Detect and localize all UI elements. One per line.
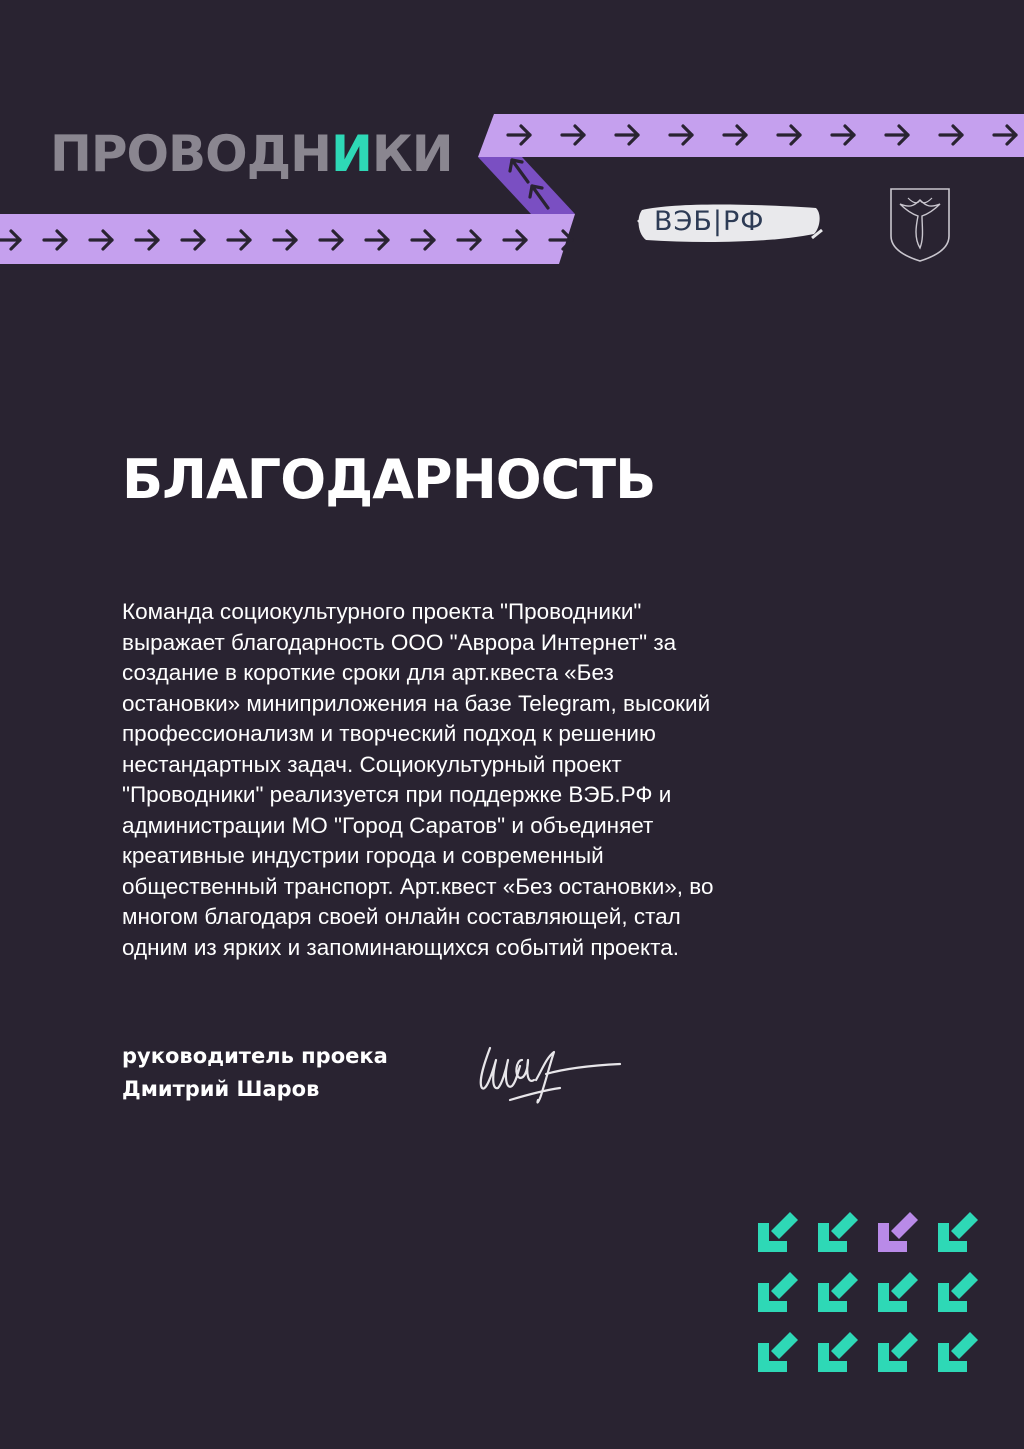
body-line: создание в короткие сроки для арт.квеста «Без (122, 660, 614, 685)
down-left-arrow-icon (818, 1332, 858, 1372)
body-line: профессионализм и творческий подход к решению (122, 721, 656, 746)
body-line: Команда социокультурного проекта "Проводники" (122, 599, 642, 624)
down-left-arrow-icon (938, 1332, 978, 1372)
down-left-arrow-icon (878, 1212, 918, 1252)
down-left-arrow-icon (758, 1332, 798, 1372)
arrow-grid-decoration (750, 1205, 1000, 1390)
body-line: креативные индустрии города и современный (122, 843, 604, 868)
body-line: выражает благодарность ООО "Аврора Интернет" за (122, 629, 677, 655)
down-left-arrow-icon (878, 1272, 918, 1312)
certificate-body (122, 597, 822, 963)
body-line: многом благодаря своей онлайн составляющей, стал (122, 904, 681, 929)
down-left-arrow-icon (758, 1212, 798, 1252)
certificate-title: БЛАГОДАРНОСТЬ (122, 448, 656, 511)
down-left-arrow-icon (878, 1332, 918, 1372)
body-line: администрации МО "Город Саратов" и объединяет (122, 812, 654, 838)
down-left-arrow-icon (818, 1272, 858, 1312)
body-line: остановки» миниприложения на базе Telegram, высокий (122, 690, 711, 716)
logo-text-accent: И (331, 125, 372, 183)
saratov-crest-icon (888, 186, 952, 264)
body-line: "Проводники" реализуется при поддержке ВЭБ.РФ и (122, 782, 672, 807)
down-left-arrow-icon (818, 1212, 858, 1252)
logo-text-before: ПРОВОДН (50, 125, 331, 183)
signer-role: руководитель проека (122, 1044, 388, 1068)
body-line: общественный транспорт. Арт.квест «Без остановки», во (122, 873, 714, 899)
logo-text-after: КИ (371, 125, 453, 183)
veb-rf-logo-text: ВЭБ|РФ (654, 206, 765, 237)
down-left-arrow-icon (758, 1272, 798, 1312)
handwritten-signature (470, 1030, 630, 1120)
down-left-arrow-icon (938, 1272, 978, 1312)
project-logo (50, 124, 453, 184)
body-line: нестандартных задач. Социокультурный проект (122, 751, 622, 777)
body-line: одним из ярких и запоминающихся событий проекта. (122, 934, 679, 960)
signer-block (122, 1040, 388, 1106)
signer-name: Дмитрий Шаров (122, 1077, 320, 1101)
ribbon-fold (478, 157, 575, 214)
down-left-arrow-icon (938, 1212, 978, 1252)
